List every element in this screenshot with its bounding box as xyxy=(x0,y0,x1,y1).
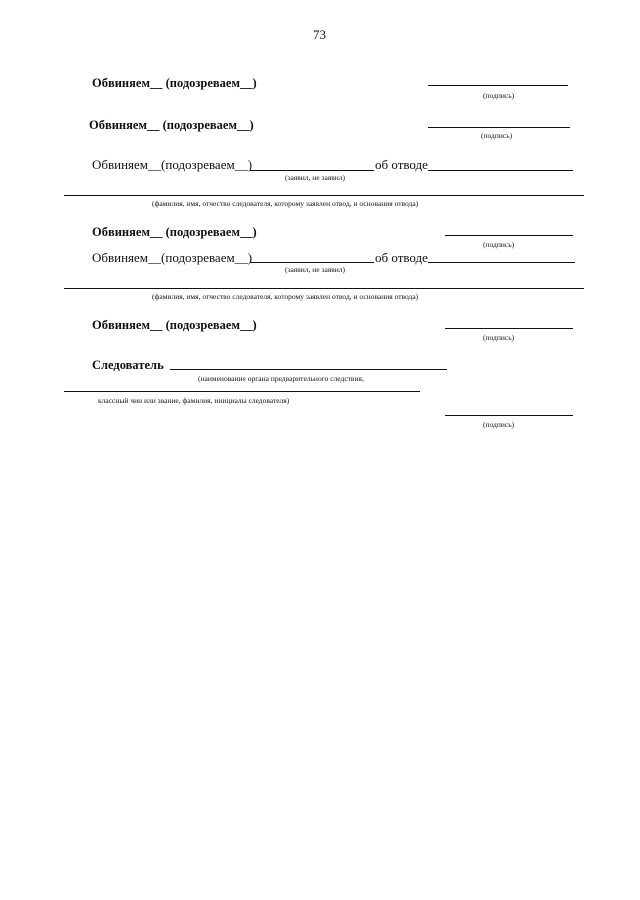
signature-line-1[interactable] xyxy=(428,85,568,86)
challenge-suffix-1: об отводе xyxy=(375,157,428,172)
accused-challenge-prefix-1: Обвиняем__(подозреваем__) xyxy=(92,157,253,172)
signature-line-4[interactable] xyxy=(445,328,573,329)
investigator-signature-line[interactable] xyxy=(445,415,573,416)
signature-line-3[interactable] xyxy=(445,235,573,236)
signature-caption-4: (подпись) xyxy=(483,333,515,342)
page-number: 73 xyxy=(313,27,326,42)
signature-caption-1: (подпись) xyxy=(483,91,515,100)
investigator-name-line-1[interactable] xyxy=(64,195,584,196)
rank-name-line[interactable] xyxy=(64,391,420,392)
accused-label-1: Обвиняем__ (подозреваем__) xyxy=(92,76,257,90)
signature-caption-3: (подпись) xyxy=(483,240,515,249)
agency-caption: (наименование органа предварительного следствия, xyxy=(198,374,364,383)
declared-field-2[interactable] xyxy=(250,262,374,263)
rank-name-caption: классный чин или звание, фамилия, инициалы следователя) xyxy=(98,396,290,405)
accused-challenge-prefix-2: Обвиняем__(подозреваем__) xyxy=(92,250,253,265)
signature-line-2[interactable] xyxy=(428,127,570,128)
declared-field-1[interactable] xyxy=(250,170,374,171)
accused-label-4: Обвиняем__ (подозреваем__) xyxy=(92,318,257,332)
investigator-signature-caption: (подпись) xyxy=(483,420,515,429)
declared-caption-1: (заявил, не заявил) xyxy=(285,173,346,182)
accused-label-3: Обвиняем__ (подозреваем__) xyxy=(92,225,257,239)
agency-field[interactable] xyxy=(170,369,447,370)
investigator-name-caption-1: (фамилия, имя, отчество следователя, которому заявлен отвод, и основания отвода) xyxy=(152,199,419,208)
challenge-suffix-2: об отводе xyxy=(375,250,428,265)
investigator-name-line-2[interactable] xyxy=(64,288,584,289)
signature-caption-2: (подпись) xyxy=(481,131,513,140)
investigator-label: Следователь xyxy=(92,358,164,372)
declared-caption-2: (заявил, не заявил) xyxy=(285,265,346,274)
challenge-field-2[interactable] xyxy=(428,262,575,263)
accused-label-2: Обвиняем__ (подозреваем__) xyxy=(89,118,254,132)
investigator-name-caption-2: (фамилия, имя, отчество следователя, которому заявлен отвод, и основания отвода) xyxy=(152,292,419,301)
challenge-field-1[interactable] xyxy=(428,170,573,171)
